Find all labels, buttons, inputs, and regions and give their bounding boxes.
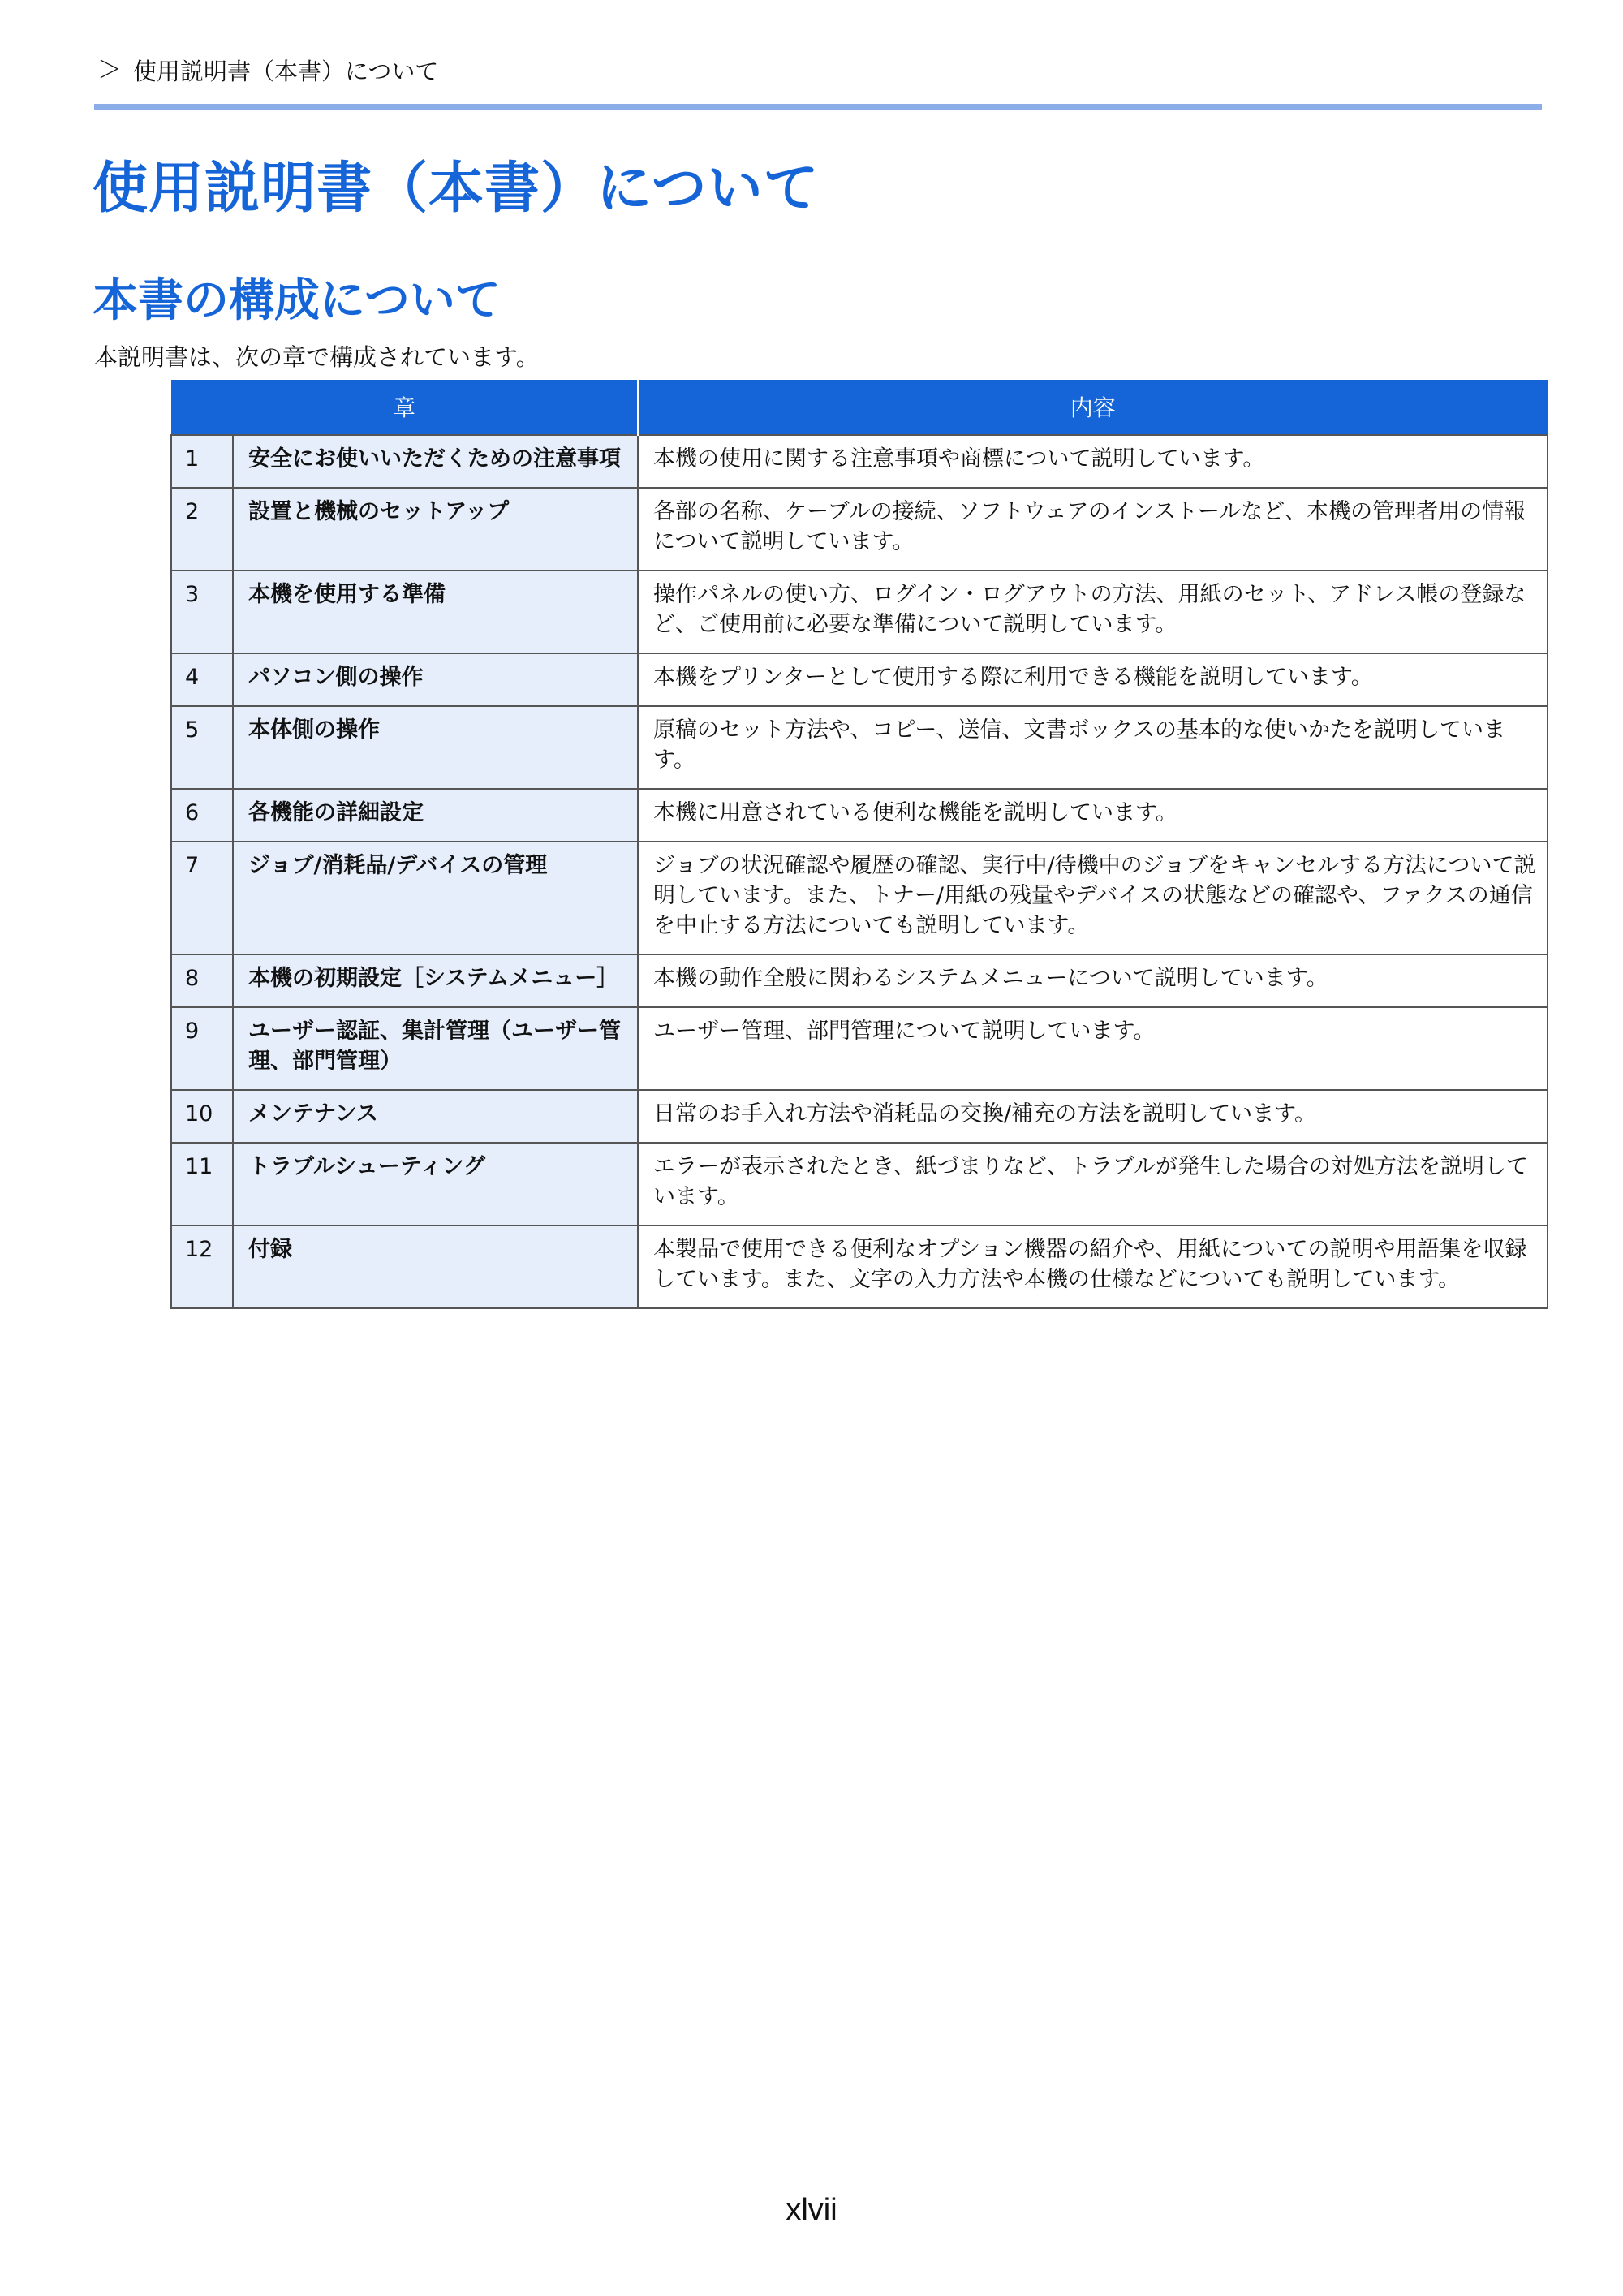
- chapter-title[interactable]: 設置と機械のセットアップ: [233, 488, 638, 571]
- table-row: [171, 1143, 1548, 1226]
- chapter-number: 12: [171, 1226, 233, 1308]
- page-number: xlvii: [786, 2193, 837, 2227]
- table-row: [171, 571, 1548, 653]
- chapter-description: 本機の動作全般に関わるシステムメニューについて説明しています。: [638, 954, 1548, 1007]
- chapter-description: 本機に用意されている便利な機能を説明しています。: [638, 789, 1548, 842]
- chapter-title[interactable]: 本機を使用する準備: [233, 571, 638, 653]
- header-chapter: 章: [171, 381, 638, 436]
- table-row: [171, 1007, 1548, 1090]
- table-row: [171, 435, 1548, 488]
- chapter-title[interactable]: パソコン側の操作: [233, 653, 638, 706]
- page-title: 使用説明書（本書）について: [93, 157, 820, 221]
- chapter-title[interactable]: 安全にお使いいただくための注意事項: [233, 435, 638, 488]
- table-row: [171, 789, 1548, 842]
- table-header-row: [171, 381, 1548, 436]
- chapter-description: 各部の名称、ケーブルの接続、ソフトウェアのインストールなど、本機の管理者用の情報について説明しています。: [638, 488, 1548, 571]
- chapter-title[interactable]: メンテナンス: [233, 1090, 638, 1143]
- intro-text: 本説明書は、次の章で構成されています。: [94, 343, 540, 371]
- chapter-description: エラーが表示されたとき、紙づまりなど、トラブルが発生した場合の対処方法を説明しています。: [638, 1143, 1548, 1226]
- table-row: [171, 1090, 1548, 1143]
- table-row: [171, 488, 1548, 571]
- chapter-number: 5: [171, 706, 233, 789]
- chapter-description: 日常のお手入れ方法や消耗品の交換/補充の方法を説明しています。: [638, 1090, 1548, 1143]
- chapter-title[interactable]: 各機能の詳細設定: [233, 789, 638, 842]
- chapter-number: 8: [171, 954, 233, 1007]
- chapter-number: 2: [171, 488, 233, 571]
- chapter-number: 10: [171, 1090, 233, 1143]
- chapter-number: 7: [171, 842, 233, 954]
- chapter-title[interactable]: ジョブ/消耗品/デバイスの管理: [233, 842, 638, 954]
- table-row: [171, 842, 1548, 954]
- chapter-description: ジョブの状況確認や履歴の確認、実行中/待機中のジョブをキャンセルする方法について説明しています。また、トナー/用紙の残量やデバイスの状態などの確認や、ファクスの通信を中止する方法についても説明しています。: [638, 842, 1548, 954]
- header-content: 内容: [638, 381, 1548, 436]
- chapter-table: [170, 380, 1548, 1309]
- chapter-title[interactable]: 本機の初期設定［システムメニュー］: [233, 954, 638, 1007]
- chapter-description: 操作パネルの使い方、ログイン・ログアウトの方法、用紙のセット、アドレス帳の登録など、ご使用前に必要な準備について説明しています。: [638, 571, 1548, 653]
- chapter-number: 4: [171, 653, 233, 706]
- chevron-right-icon: ＞: [97, 55, 122, 84]
- chapter-title[interactable]: 付録: [233, 1226, 638, 1308]
- header-divider: [94, 104, 1542, 110]
- chapter-number: 1: [171, 435, 233, 488]
- chapter-number: 6: [171, 789, 233, 842]
- chapter-description: 本製品で使用できる便利なオプション機器の紹介や、用紙についての説明や用語集を収録しています。また、文字の入力方法や本機の仕様などについても説明しています。: [638, 1226, 1548, 1308]
- chapter-description: ユーザー管理、部門管理について説明しています。: [638, 1007, 1548, 1090]
- table-body: [171, 435, 1548, 1308]
- table-row: [171, 706, 1548, 789]
- table-row: [171, 1226, 1548, 1308]
- table-row: [171, 653, 1548, 706]
- chapter-number: 11: [171, 1143, 233, 1226]
- chapter-number: 9: [171, 1007, 233, 1090]
- chapter-description: 本機の使用に関する注意事項や商標について説明しています。: [638, 435, 1548, 488]
- chapter-description: 原稿のセット方法や、コピー、送信、文書ボックスの基本的な使いかたを説明しています。: [638, 706, 1548, 789]
- breadcrumb-label[interactable]: 使用説明書（本書）について: [133, 58, 439, 85]
- section-title: 本書の構成について: [93, 274, 501, 327]
- chapter-title[interactable]: 本体側の操作: [233, 706, 638, 789]
- chapter-number: 3: [171, 571, 233, 653]
- breadcrumb[interactable]: [97, 54, 438, 87]
- chapter-description: 本機をプリンターとして使用する際に利用できる機能を説明しています。: [638, 653, 1548, 706]
- chapter-title[interactable]: トラブルシューティング: [233, 1143, 638, 1226]
- chapter-title[interactable]: ユーザー認証、集計管理（ユーザー管理、部門管理）: [233, 1007, 638, 1090]
- table-row: [171, 954, 1548, 1007]
